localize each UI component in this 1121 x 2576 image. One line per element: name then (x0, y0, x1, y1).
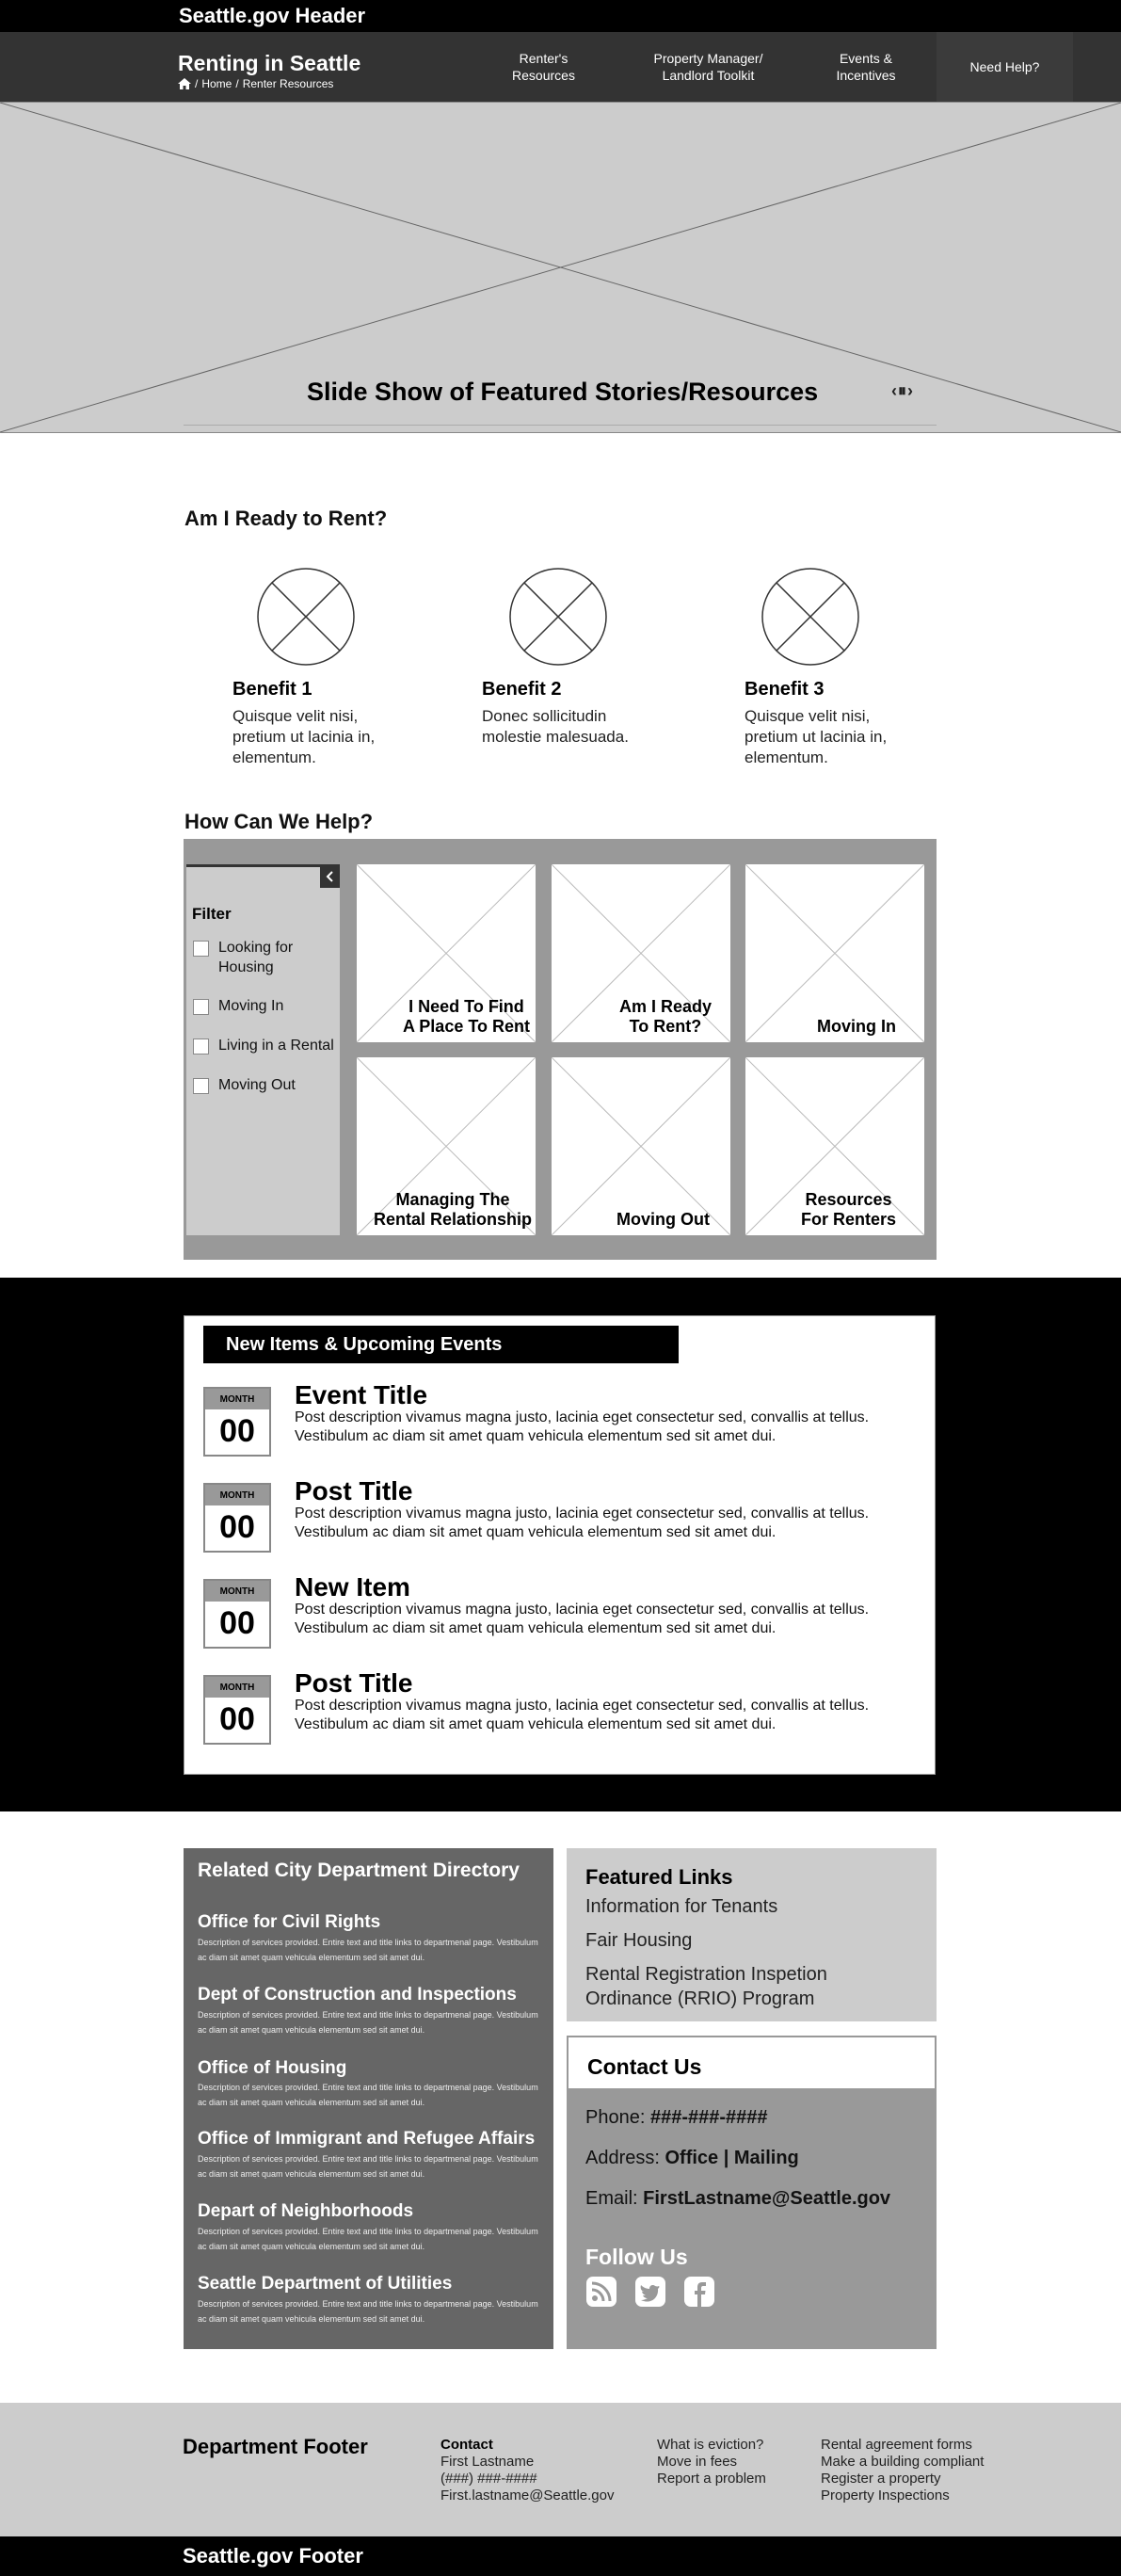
phone-label: Phone: (585, 2107, 646, 2128)
twitter-icon[interactable] (634, 2276, 666, 2308)
benefit-2-text: Donec sollicitudin molestie malesuada. (482, 707, 629, 746)
contact-phone (585, 2107, 768, 2129)
seattle-gov-footer-title: Seattle.gov Footer (183, 2544, 363, 2568)
directory-item-title[interactable]: Office for Civil Rights (198, 1912, 381, 1932)
directory-item-title[interactable]: Seattle Department of Utilities (198, 2274, 453, 2294)
event-title[interactable]: New Item (295, 1572, 410, 1602)
home-icon[interactable] (178, 78, 191, 89)
footer-link[interactable]: Property Inspections (821, 2487, 950, 2504)
filter-option[interactable] (193, 1036, 344, 1055)
nav-events-incentives[interactable]: Events & Incentives (836, 51, 896, 83)
email-label: Email: (585, 2188, 638, 2209)
help-tile-moving-in[interactable] (745, 864, 924, 1042)
filter-label: Moving Out (218, 1077, 296, 1093)
directory-item-title[interactable]: Office of Housing (198, 2058, 347, 2078)
address-value[interactable]: Office | Mailing (665, 2148, 799, 2168)
featured-link[interactable]: Information for Tenants (585, 1896, 778, 1917)
help-tile-find-place[interactable] (357, 864, 536, 1042)
footer-contact-column (440, 2437, 614, 2504)
footer-contact-email[interactable]: First.lastname@Seattle.gov (440, 2487, 615, 2504)
divider (184, 425, 937, 426)
date-badge (203, 1675, 271, 1745)
benefit-3-title: Benefit 3 (745, 679, 825, 700)
collapse-sidebar-button[interactable] (320, 864, 340, 888)
date-badge (203, 1579, 271, 1649)
rss-icon[interactable] (585, 2276, 617, 2308)
footer-contact-name: First Lastname (440, 2454, 535, 2470)
checkbox[interactable] (193, 999, 209, 1015)
tile-label: Moving In (817, 1017, 896, 1036)
contact-title: Contact Us (587, 2054, 702, 2079)
directory-title: Related City Department Directory (198, 1860, 520, 1881)
footer-links-column (657, 2437, 766, 2487)
contact-address (585, 2148, 799, 2169)
seattle-gov-header (0, 0, 1121, 32)
site-title[interactable]: Renting in Seattle (178, 51, 361, 75)
benefit-1-image (257, 568, 355, 670)
event-title[interactable]: Post Title (295, 1476, 413, 1505)
image-placeholder-icon (509, 568, 607, 666)
filter-label: Moving In (218, 998, 284, 1014)
footer-contact-phone[interactable]: (###) ###-#### (440, 2471, 537, 2487)
footer-link[interactable]: Move in fees (657, 2454, 738, 2470)
help-tile-managing-relationship[interactable] (357, 1057, 536, 1235)
event-title[interactable]: Event Title (295, 1380, 428, 1409)
checkbox[interactable] (193, 1078, 209, 1094)
benefit-3-image (761, 568, 859, 670)
tile-label: Moving Out (617, 1210, 710, 1229)
directory-item-description[interactable]: Description of services provided. Entire text and title links to departmenal page. Vestibulum ac diam sit amet quam vehicula elementum sed sit amet dui. (198, 2227, 538, 2251)
contact-us (567, 2036, 937, 2349)
department-footer-title: Department Footer (183, 2435, 368, 2458)
date-month: MONTH (205, 1677, 269, 1698)
help-tile-resources[interactable] (745, 1057, 924, 1235)
filter-option[interactable] (193, 1075, 344, 1095)
checkbox[interactable] (193, 941, 209, 957)
department-directory (184, 1848, 553, 2349)
help-widget (184, 839, 937, 1260)
footer-link[interactable]: Register a property (821, 2471, 941, 2487)
image-placeholder (552, 1057, 730, 1235)
tile-label: Am I Ready To Rent? (618, 997, 712, 1036)
department-footer (0, 2403, 1121, 2536)
date-badge (203, 1387, 271, 1457)
nav-need-help[interactable]: Need Help? (937, 32, 1073, 102)
directory-item-description[interactable]: Description of services provided. Entire text and title links to departmenal page. Vestibulum ac diam sit amet quam vehicula elementum sed sit amet dui. (198, 2010, 538, 2035)
featured-link[interactable]: Rental Registration Inspetion Ordinance (RRIO) Program (585, 1964, 827, 2009)
date-month: MONTH (205, 1581, 269, 1602)
date-day: 00 (219, 1605, 255, 1641)
directory-item-description[interactable]: Description of services provided. Entire text and title links to departmenal page. Vestibulum ac diam sit amet quam vehicula elementum sed sit amet dui. (198, 1938, 538, 1962)
benefit-3-text: Quisque velit nisi, pretium ut lacinia in, elementum. (745, 707, 888, 766)
directory-item-title[interactable]: Office of Immigrant and Refugee Affairs (198, 2129, 536, 2149)
benefit-2-title: Benefit 2 (482, 679, 562, 700)
image-placeholder (745, 864, 924, 1042)
contact-email (585, 2188, 890, 2210)
breadcrumb (178, 77, 333, 90)
site-navigation (0, 32, 1121, 104)
footer-link[interactable]: Make a building compliant (821, 2454, 985, 2470)
slideshow-caption: Slide Show of Featured Stories/Resources (307, 378, 819, 406)
footer-link[interactable]: What is eviction? (657, 2437, 764, 2453)
date-badge (203, 1483, 271, 1553)
filter-title: Filter (192, 905, 232, 923)
date-day: 00 (219, 1701, 255, 1737)
address-label: Address: (585, 2148, 660, 2168)
chevron-left-icon (326, 871, 335, 882)
directory-item-title[interactable]: Dept of Construction and Inspections (198, 1985, 517, 2004)
seattle-gov-header-title: Seattle.gov Header (179, 4, 366, 27)
nav-renters-resources[interactable]: Renter's Resources (512, 51, 575, 83)
seattle-gov-footer (0, 2536, 1121, 2576)
filter-option[interactable] (193, 996, 344, 1016)
ready-heading: Am I Ready to Rent? (184, 507, 388, 530)
tile-label: I Need To Find A Place To Rent (402, 997, 530, 1036)
date-month: MONTH (205, 1389, 269, 1409)
featured-slideshow[interactable] (0, 102, 1121, 433)
help-tile-moving-out[interactable] (552, 1057, 730, 1235)
directory-item-description[interactable]: Description of services provided. Entire text and title links to departmenal page. Vestibulum ac diam sit amet quam vehicula elementum sed sit amet dui. (198, 2299, 538, 2324)
footer-links-column (821, 2437, 984, 2504)
footer-contact-heading: Contact (440, 2437, 493, 2453)
footer-link[interactable]: Report a problem (657, 2471, 766, 2487)
filter-option[interactable] (193, 938, 344, 977)
contact-header (567, 2036, 937, 2090)
breadcrumb-separator: / (195, 77, 199, 90)
slideshow-controls[interactable]: ‹⏸› (891, 381, 914, 400)
directory-item-title[interactable]: Depart of Neighborhoods (198, 2201, 414, 2221)
checkbox[interactable] (193, 1038, 209, 1055)
help-heading: How Can We Help? (184, 810, 374, 833)
phone-value[interactable]: ###-###-#### (649, 2107, 768, 2128)
date-day: 00 (219, 1509, 255, 1545)
image-placeholder-icon (761, 568, 859, 666)
directory-item-description[interactable]: Description of services provided. Entire text and title links to departmenal page. Vestibulum ac diam sit amet quam vehicula elementum sed sit amet dui. (198, 2154, 538, 2179)
event-description: Post description vivamus magna justo, lacinia eget consectetur sed, convallis at tellus. Vestibulum ac diam sit amet quam vehicula elementum sed sit amet dui. (295, 1409, 870, 1444)
filter-label: Looking for Housing (218, 940, 294, 975)
follow-us-title: Follow Us (585, 2245, 688, 2269)
facebook-icon[interactable] (683, 2276, 715, 2308)
event-title[interactable]: Post Title (295, 1668, 413, 1698)
image-placeholder-icon (257, 568, 355, 666)
tile-label: Managing The Rental Relationship (373, 1190, 532, 1229)
help-tile-ready-to-rent[interactable] (552, 864, 730, 1042)
featured-link[interactable]: Fair Housing (585, 1930, 693, 1951)
footer-link[interactable]: Rental agreement forms (821, 2437, 972, 2453)
filter-label: Living in a Rental (218, 1038, 334, 1054)
tile-label: Resources For Renters (800, 1190, 896, 1229)
breadcrumb-separator: / (235, 77, 239, 90)
featured-links (567, 1848, 937, 2021)
event-description: Post description vivamus magna justo, lacinia eget consectetur sed, convallis at tellus. Vestibulum ac diam sit amet quam vehicula elementum sed sit amet dui. (295, 1698, 870, 1732)
benefit-1-text: Quisque velit nisi, pretium ut lacinia in, elementum. (232, 707, 376, 766)
featured-links-title: Featured Links (585, 1865, 733, 1889)
directory-item-description[interactable]: Description of services provided. Entire text and title links to departmenal page. Vestibulum ac diam sit amet quam vehicula elementum sed sit amet dui. (198, 2083, 538, 2107)
benefit-2-image (509, 568, 607, 670)
event-description: Post description vivamus magna justo, lacinia eget consectetur sed, convallis at tellus. Vestibulum ac diam sit amet quam vehicula elementum sed sit amet dui. (295, 1602, 870, 1636)
benefit-1-title: Benefit 1 (232, 679, 312, 700)
email-value[interactable]: FirstLastname@Seattle.gov (643, 2188, 891, 2209)
nav-landlord-toolkit[interactable]: Property Manager/ Landlord Toolkit (653, 51, 763, 83)
breadcrumb-current: Renter Resources (242, 77, 334, 90)
events-heading: New Items & Upcoming Events (203, 1326, 679, 1363)
date-day: 00 (219, 1413, 255, 1449)
events-card (184, 1315, 936, 1775)
breadcrumb-home-link[interactable]: Home (201, 77, 232, 90)
event-description: Post description vivamus magna justo, lacinia eget consectetur sed, convallis at tellus. Vestibulum ac diam sit amet quam vehicula elementum sed sit amet dui. (295, 1505, 870, 1540)
date-month: MONTH (205, 1485, 269, 1505)
